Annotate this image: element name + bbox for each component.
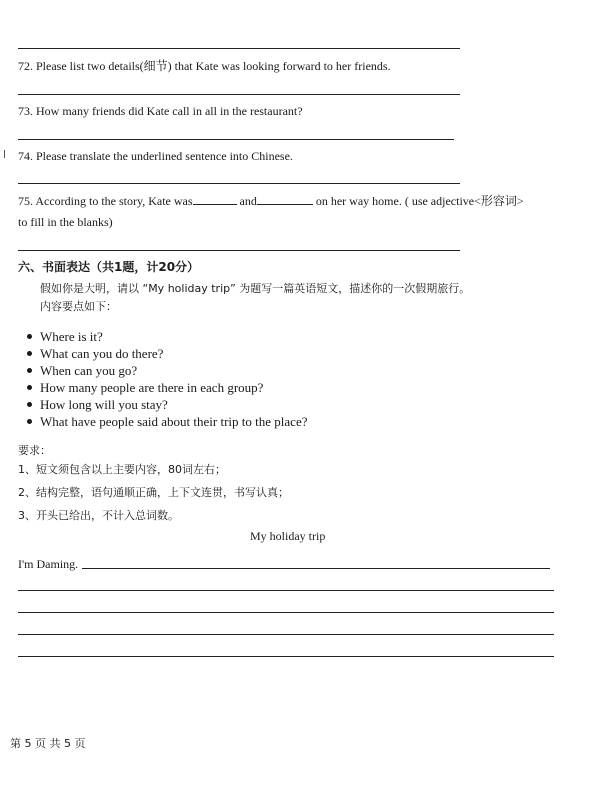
list-item: When can you go?	[26, 362, 307, 379]
list-item: Where is it?	[26, 328, 307, 345]
requirement-1: 1、短文须包含以上主要内容，80词左右；	[18, 463, 226, 476]
list-item: How long will you stay?	[26, 396, 307, 413]
answer-line-72[interactable]	[18, 94, 460, 95]
margin-mark	[4, 150, 5, 158]
answer-line-73[interactable]	[18, 139, 454, 140]
bullet-icon	[27, 334, 32, 339]
bullet-icon	[27, 368, 32, 373]
list-item: What can you do there?	[26, 345, 307, 362]
content-points	[26, 328, 307, 430]
essay-title: My holiday trip	[250, 529, 326, 543]
writing-line-4[interactable]	[18, 634, 554, 635]
answer-line-75[interactable]	[18, 250, 460, 251]
requirements-title: 要求：	[18, 444, 51, 457]
answer-line-74[interactable]	[18, 183, 460, 184]
writing-line-1[interactable]	[82, 568, 550, 569]
section-title: 六、书面表达（共1题，计20分）	[18, 260, 200, 274]
answer-line-71	[18, 48, 460, 49]
list-item: How many people are there in each group?	[26, 379, 307, 396]
writing-intro-points: 内容要点如下：	[40, 300, 117, 313]
page-footer: 第 5 页 共 5 页	[10, 737, 86, 750]
writing-line-3[interactable]	[18, 612, 554, 613]
question-73: 73. How many friends did Kate call in all in the restaurant?	[18, 104, 303, 118]
bullet-icon	[27, 385, 32, 390]
bullet-icon	[27, 402, 32, 407]
question-75	[18, 193, 524, 209]
bullet-icon	[27, 351, 32, 356]
essay-start: I'm Daming.	[18, 557, 79, 571]
question-75-cont: to fill in the blanks)	[18, 215, 113, 229]
question-74: 74. Please translate the underlined sentence into Chinese.	[18, 149, 293, 163]
question-75-text-c: on her way home. ( use adjective<形容词>	[315, 194, 524, 208]
writing-line-2[interactable]	[18, 590, 554, 591]
answer-blank-75b[interactable]	[257, 193, 313, 205]
list-item: What have people said about their trip to the place?	[26, 413, 307, 430]
requirement-2: 2、结构完整，语句通顺正确，上下文连贯，书写认真；	[18, 486, 289, 499]
question-75-text-b: and	[239, 194, 257, 208]
bullet-icon	[27, 419, 32, 424]
question-72: 72. Please list two details(细节) that Kate was looking forward to her friends.	[18, 59, 391, 73]
writing-line-5[interactable]	[18, 656, 554, 657]
answer-blank-75a[interactable]	[193, 193, 237, 205]
writing-intro: 假如你是大明，请以 “My holiday trip” 为题写一篇英语短文，描述你的一次假期旅行。	[40, 282, 471, 295]
question-75-text-a: 75. According to the story, Kate was	[18, 194, 193, 208]
requirement-3: 3、开头已给出，不计入总词数。	[18, 509, 179, 522]
